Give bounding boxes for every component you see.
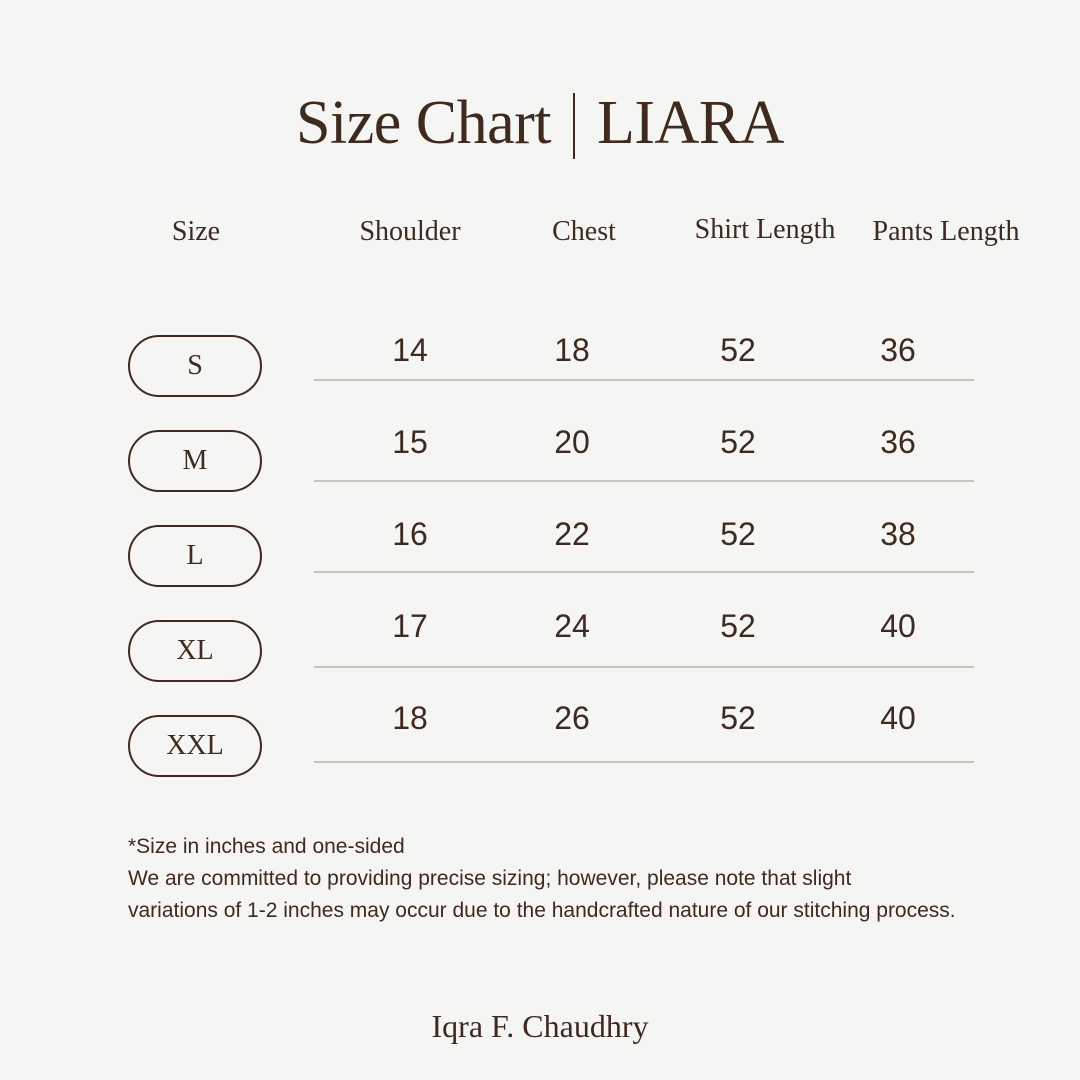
disclaimer-line-2: variations of 1-2 inches may occur due to the handcrafted nature of our stitching process. — [128, 899, 956, 922]
size-note: *Size in inches and one-sided — [128, 835, 405, 858]
page-title — [0, 88, 1080, 159]
cell-chest: 24 — [554, 608, 590, 644]
row-divider — [314, 480, 974, 482]
size-pill-xxl: XXL — [128, 715, 262, 777]
cell-shirt-length: 52 — [720, 608, 756, 644]
cell-chest: 18 — [554, 332, 590, 368]
disclaimer-line-1: We are committed to providing precise sizing; however, please note that slight — [128, 867, 852, 890]
cell-shoulder: 18 — [392, 700, 428, 736]
row-divider — [314, 666, 974, 668]
cell-shirt-length: 52 — [720, 332, 756, 368]
size-pill-m: M — [128, 430, 262, 492]
header-chest: Chest — [552, 216, 616, 247]
cell-shoulder: 15 — [392, 424, 428, 460]
cell-pants-length: 38 — [880, 516, 916, 552]
cell-chest: 26 — [554, 700, 590, 736]
cell-pants-length: 36 — [880, 424, 916, 460]
cell-shoulder: 17 — [392, 608, 428, 644]
header-shoulder: Shoulder — [359, 216, 461, 247]
header-size: Size — [171, 216, 221, 247]
cell-shirt-length: 52 — [720, 424, 756, 460]
designer-signature: Iqra F. Chaudhry — [431, 1008, 649, 1044]
row-divider — [314, 379, 974, 381]
title-divider — [573, 93, 575, 159]
cell-chest: 20 — [554, 424, 590, 460]
cell-shirt-length: 52 — [720, 700, 756, 736]
row-divider — [314, 571, 974, 573]
cell-shoulder: 16 — [392, 516, 428, 552]
cell-shoulder: 14 — [392, 332, 428, 368]
header-pants-length: Pants Length — [872, 216, 1020, 247]
cell-pants-length: 36 — [880, 332, 916, 368]
title-main: Size Chart — [296, 89, 552, 157]
size-pill-s: S — [128, 335, 262, 397]
cell-chest: 22 — [554, 516, 590, 552]
title-brand: LIARA — [597, 89, 784, 157]
size-pill-xl: XL — [128, 620, 262, 682]
cell-pants-length: 40 — [880, 608, 916, 644]
header-shirt-length: Shirt Length — [694, 214, 836, 245]
cell-pants-length: 40 — [880, 700, 916, 736]
cell-shirt-length: 52 — [720, 516, 756, 552]
size-pill-l: L — [128, 525, 262, 587]
row-divider — [314, 761, 974, 763]
